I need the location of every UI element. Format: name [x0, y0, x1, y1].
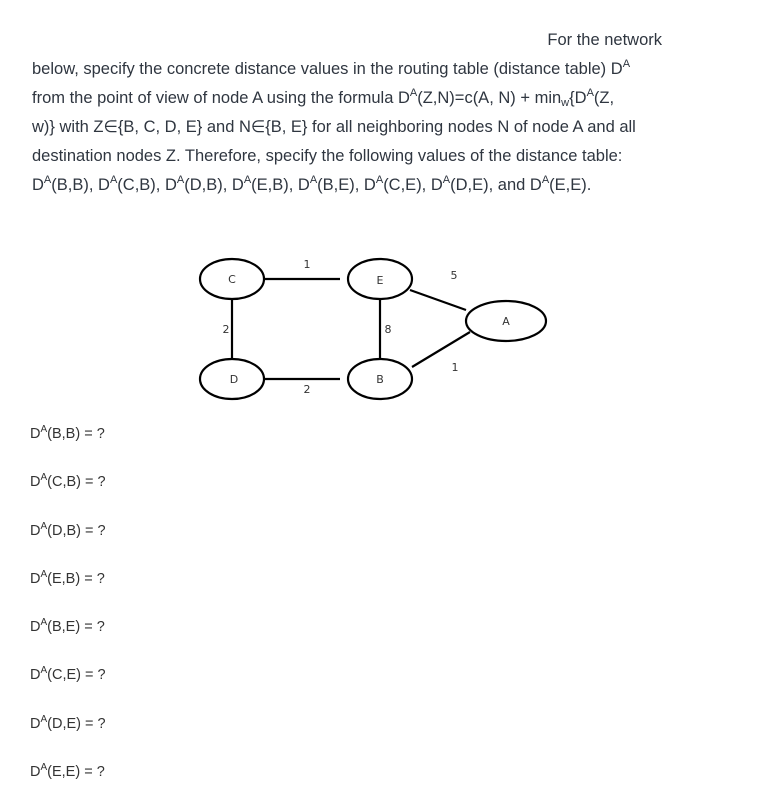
edge-cost-c-e: 1	[303, 258, 311, 271]
question-item: $D^A(E,E)$ = ?	[30, 762, 105, 781]
question-item: $D^A(E,B)$ = ?	[30, 568, 105, 587]
node-d-label: D	[229, 373, 239, 386]
edge-cost-e-a: 5	[450, 269, 458, 282]
question-item: $D^A(D,E)$ = ?	[30, 713, 106, 732]
node-e-label: E	[376, 274, 384, 287]
node-b-label: B	[376, 373, 384, 386]
question-list	[30, 426, 106, 812]
problem-statement	[32, 26, 722, 200]
edge-e-a	[410, 290, 466, 310]
problem-line-5: destination nodes Z. Therefore, specify the following values of the distance table:	[32, 147, 623, 165]
network-diagram	[188, 250, 568, 410]
edge-cost-e-b: 8	[384, 323, 392, 336]
problem-line-2: below, specify the concrete distance values in the routing table (distance table) $D^A$	[32, 58, 631, 78]
question-item: $D^A(B,B)$ = ?	[30, 424, 105, 442]
edge-cost-b-a: 1	[451, 361, 459, 374]
edge-cost-c-d: 2	[222, 323, 230, 336]
question-item: $D^A(C,E)$ = ?	[30, 665, 106, 684]
problem-line-1: For the network	[547, 31, 662, 49]
edge-cost-d-b: 2	[303, 383, 311, 396]
question-item: $D^A(D,B)$ = ?	[30, 520, 106, 539]
edge-b-a	[412, 332, 470, 367]
question-item: $D^A(B,E)$ = ?	[30, 617, 105, 636]
problem-line-3: from the point of view of node A using the formula $D^A(Z,N)=c(A$, $N) + \min_w\{D^A(Z$,	[32, 87, 615, 109]
problem-line-6: $D^A(B,B)$, $D^A(C,B)$, $D^A(D,B)$, $D^A(E,B)$, $D^A(B,E)$, $D^A(C,E)$, $D^A(D,E)$, and $D^A(E,E)$.	[32, 174, 592, 194]
node-c-label: C	[228, 273, 236, 286]
question-item: $D^A(C,B)$ = ?	[30, 472, 106, 491]
node-a-label: A	[502, 315, 510, 328]
problem-line-4: w)} with Z∈{B, C, D, E} and N∈{B, E} for all neighboring nodes N of node A and all	[32, 118, 636, 136]
